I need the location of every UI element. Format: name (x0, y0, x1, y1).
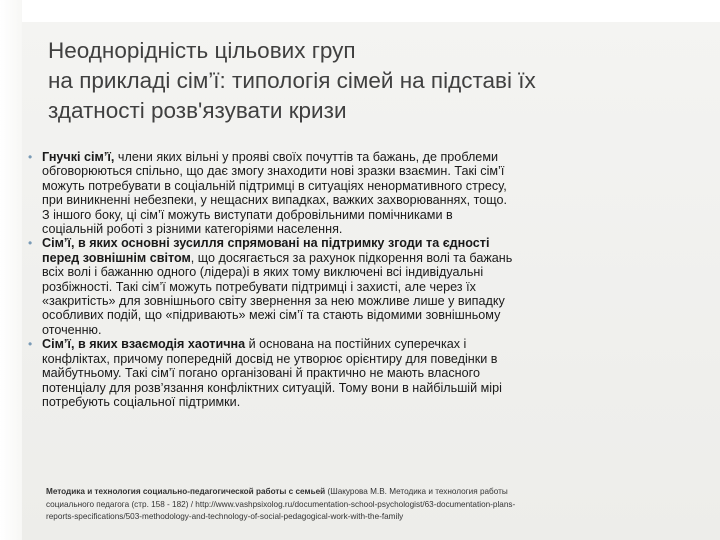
bullet-line: можуть потребувати в соціальній підтримці в ситуаціях ненормативного стресу, (42, 178, 507, 193)
bullet-item-chaotic-families (28, 337, 678, 409)
title-line-2: на прикладі сім’ї: типологія сімей на підставі їх (48, 68, 536, 93)
reference-title: Методика и технология социально-педагогической работы с семьей (46, 487, 326, 496)
bullet-line: З іншого боку, ці сім’ї можуть виступати добровільними помічниками в (42, 207, 453, 222)
bullet-line (42, 251, 678, 265)
top-band (0, 0, 720, 22)
bullet-line: соціальній роботі з різними категоріями населення. (42, 222, 343, 237)
bullet-line: оточенню. (42, 322, 102, 337)
bullet-bold: Гнучкі сім’ї, (42, 150, 115, 164)
bullet-item-flexible-families (28, 150, 678, 236)
bullet-line: потребують соціальної підтримки. (42, 394, 241, 409)
bullet-line (42, 236, 678, 250)
reference-link-line[interactable]: социального педагога (стр. 158 - 182) / http://www.vashpsixolog.ru/documentation-school-psychologist/63-documentation-plans- (46, 499, 516, 509)
bullet-line: обговорюються спільно, що дає змогу знаходити нові зразки взаємин. Такі сім’ї (42, 164, 505, 179)
bullet-item-unity-families (28, 236, 678, 337)
bullet-text: , що досягається за рахунок підкорення волі та бажань (190, 250, 513, 265)
bullet-line: конфліктах, причому попередній досвід не утворює орієнтиру для поведінки в (42, 351, 498, 366)
bullet-line: майбутньому. Такі сім’ї погано організовані й практично не мають власного (42, 366, 480, 381)
bullet-line: при виникненні небезпеки, у нещасних випадках, важких захворюваннях, тощо. (42, 193, 508, 208)
bullet-bold: Сім’ї, в яких основні зусилля спрямовані на підтримку згоди та єдності (42, 236, 490, 251)
bullet-dot-icon: • (28, 337, 33, 352)
bullet-line: «закритість» для зовнішнього світу звернення за нею можливе лише у випадку (42, 294, 505, 309)
bullet-line: всіх волі і бажанню одного (лідера)і в яких тому виключені всі індивідуальні (42, 265, 484, 280)
bullet-line: потенціалу для розв’язання конфліктних ситуацій. Тому вони в найбільшій мірі (42, 380, 502, 395)
bullet-line (42, 150, 678, 164)
bullet-line (42, 337, 678, 351)
bullet-text: члени яких вільні у прояві своїх почуттів та бажань, де проблеми (114, 150, 499, 164)
title-line-3: здатності розв'язувати кризи (48, 98, 347, 123)
bullet-line: розбіжності. Такі сім’ї можуть потребувати підтримці і захисті, але через їх (42, 279, 476, 294)
bullet-bold: перед зовнішнім світом (42, 250, 191, 265)
bullet-bold: Сім’ї, в яких взаємодія хаотична (42, 337, 246, 352)
title-line-1: Неоднорідність цільових груп (48, 38, 356, 63)
left-band (0, 0, 22, 540)
bullet-text: й основана на постійних суперечках і (245, 337, 467, 352)
reference-text: (Шакурова М.В. Методика и технология работы (325, 487, 508, 496)
reference-line (46, 486, 686, 499)
bullet-dot-icon: • (28, 236, 33, 251)
slide-title (48, 36, 688, 126)
reference-note (46, 486, 686, 524)
bullet-list (28, 150, 678, 409)
bullet-line: особливих подій, що «підривають» межі сім’ї та стають відомими зовнішньому (42, 308, 501, 323)
reference-link-line[interactable]: reports-specifications/503-methodology-and-technology-of-social-pedagogical-work-with-the-family (46, 512, 404, 522)
bullet-dot-icon: • (28, 150, 33, 164)
